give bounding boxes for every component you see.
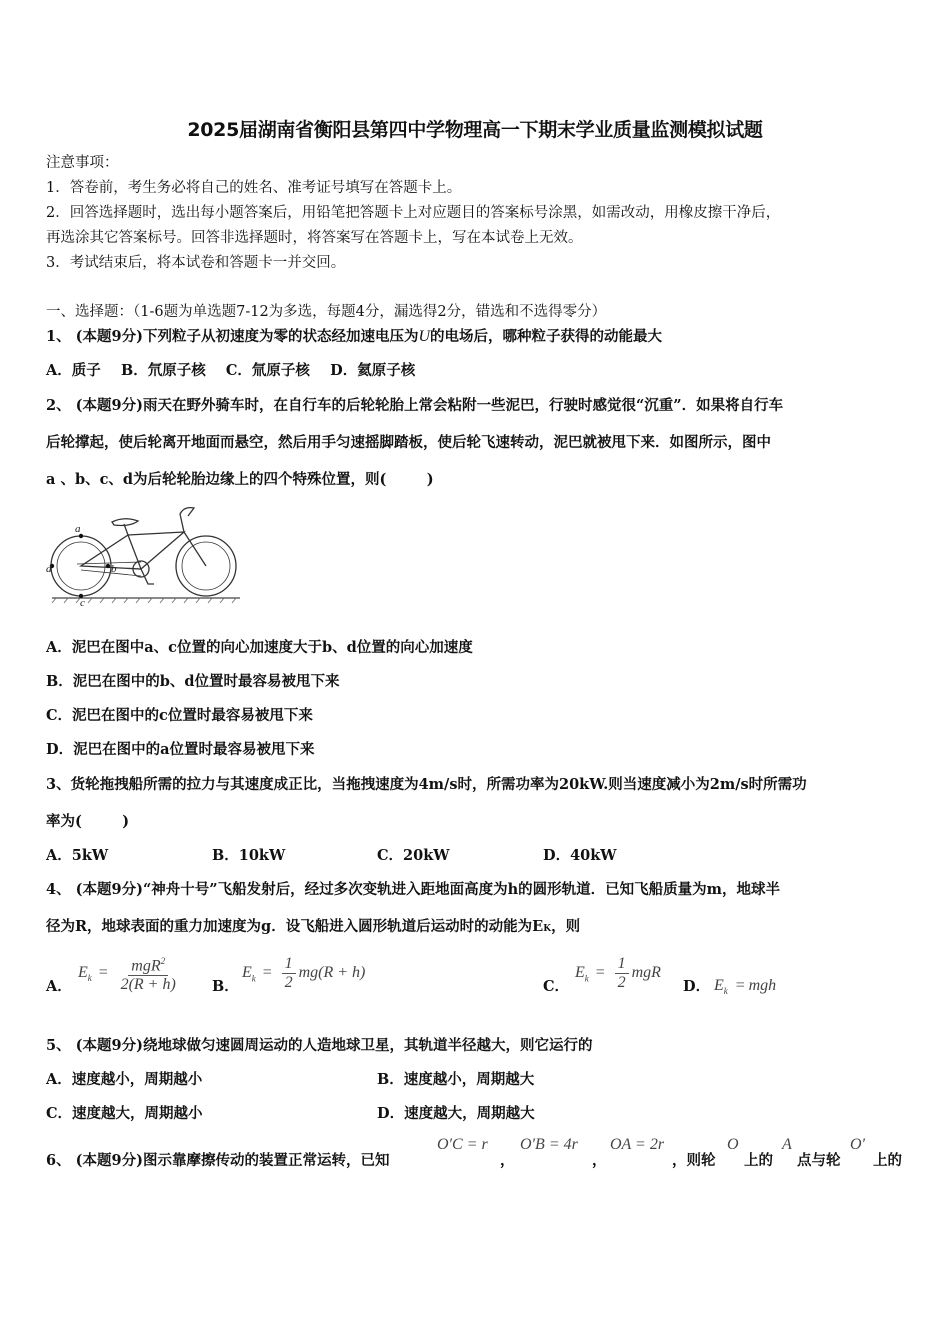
q6-math-oa: OA = 2r xyxy=(610,1136,665,1153)
question-4-option-c-formula: $E_k$ = $\frac{1}{2}$ mgR xyxy=(575,955,661,991)
question-2-option-b: B．泥巴在图中的b、d位置时最容易被甩下来 xyxy=(46,673,340,690)
notice-heading: 注意事项： xyxy=(46,155,119,171)
question-4-option-d-formula: $E_k$ = mgh xyxy=(714,977,777,997)
q4-line2-end: ，则 xyxy=(551,918,581,935)
question-4-option-d-label: D． xyxy=(683,978,711,995)
question-3-option-d: D．40kW xyxy=(543,847,617,864)
q1-var: U xyxy=(418,328,431,345)
question-3-option-c: C．20kW xyxy=(377,847,450,864)
q6-text: 点与轮 xyxy=(797,1152,841,1169)
q6-math-o-prime: O′ xyxy=(850,1136,866,1153)
question-5-option-b: B．速度越小，周期越大 xyxy=(377,1071,535,1088)
question-2-option-a: A．泥巴在图中a、c位置的向心加速度大于b、d位置的向心加速度 xyxy=(46,639,473,656)
front-wheel-rim xyxy=(182,542,230,590)
question-3-option-a: A．5kW xyxy=(46,847,109,864)
question-4-line xyxy=(46,917,580,939)
question-2-line: 后轮撑起，使后轮离开地面而悬空，然后用手匀速摇脚踏板，使后轮飞速转动，泥巴就被甩下来．如图所示，图中 xyxy=(46,434,771,451)
label-b: b xyxy=(111,563,117,575)
question-1-options: A．质子 B．氘原子核 C．氚原子核 D．氦原子核 xyxy=(46,362,416,379)
notice-item: 1．答卷前，考生务必将自己的姓名、准考证号填写在答题卡上。 xyxy=(46,180,462,196)
q6-math-o: O xyxy=(727,1136,739,1153)
question-2-line: 2、 (本题9分)雨天在野外骑车时，在自行车的后轮轮胎上常会粘附一些泥巴，行驶时感觉很“沉重”．如果将自行车 xyxy=(46,397,784,414)
question-3-option-b: B．10kW xyxy=(212,847,286,864)
question-6-pre: 6、 (本题9分)图示靠摩擦传动的装置正常运转，已知 xyxy=(46,1152,390,1169)
question-2-line: a 、b、c、d为后轮轮胎边缘上的四个特殊位置，则( ) xyxy=(46,471,434,488)
notice-item: 再选涂其它答案标号。回答非选择题时，将答案写在答题卡上，写在本试卷上无效。 xyxy=(46,230,583,246)
front-wheel xyxy=(176,536,236,596)
question-4-option-b-label: B． xyxy=(212,978,239,995)
q6-sep: ， xyxy=(592,1152,607,1169)
q6-text: 上的 xyxy=(873,1152,902,1169)
q4-ek-sub: K xyxy=(543,924,552,934)
question-5-option-c: C．速度越大，周期越小 xyxy=(46,1105,203,1122)
question-3-line: 率为( ) xyxy=(46,813,130,830)
question-4-option-a-formula: $E_k$ = $\frac{mgR^2}{2(R + h)}$ xyxy=(78,952,182,994)
q6-math-a: A xyxy=(782,1136,792,1153)
label-a: a xyxy=(75,523,81,535)
notice-item: 3．考试结束后，将本试卷和答题卡一并交回。 xyxy=(46,255,346,271)
q1-post: 的电场后，哪种粒子获得的动能最大 xyxy=(430,328,663,345)
question-1-stem xyxy=(46,327,662,347)
question-3-line: 3、货轮拖拽船所需的拉力与其速度成正比，当拖拽速度为4m/s时，所需功率为20kW.则当速度减小为2m/s时所需功 xyxy=(46,776,807,793)
bicycle-figure xyxy=(44,502,244,606)
question-5-option-d: D．速度越大，周期越大 xyxy=(377,1105,535,1122)
question-4-option-c-label: C． xyxy=(543,978,570,995)
question-2-option-d: D．泥巴在图中的a位置时最容易被甩下来 xyxy=(46,741,315,758)
q4-line2-text: 径为R，地球表面的重力加速度为g．设飞船进入圆形轨道后运动时的动能为E xyxy=(46,918,544,935)
handlebar xyxy=(180,508,194,532)
question-4-line: 4、 (本题9分)“神舟十号”飞船发射后，经过多次变轨进入距地面高度为h的圆形轨道．已知飞船质量为m，地球半 xyxy=(46,881,781,898)
saddle xyxy=(112,519,138,526)
point-b-dot xyxy=(106,564,110,568)
fork xyxy=(184,532,206,566)
question-2-option-c: C．泥巴在图中的c位置时最容易被甩下来 xyxy=(46,707,313,724)
question-4-option-a-label: A． xyxy=(46,978,72,995)
label-c: c xyxy=(80,597,85,606)
q6-text: ，则轮 xyxy=(672,1152,716,1169)
q6-sep: ， xyxy=(500,1152,515,1169)
question-5-option-a: A．速度越小，周期越小 xyxy=(46,1071,203,1088)
question-5-stem: 5、 (本题9分)绕地球做匀速圆周运动的人造地球卫星，其轨道半径越大，则它运行的 xyxy=(46,1037,593,1054)
question-4-option-b-formula: $E_k$ = $\frac{1}{2}$ mg(R + h) xyxy=(242,955,366,991)
q6-math-ob: O′B = 4r xyxy=(520,1136,578,1153)
section-heading: 一、选择题：（1-6题为单选题7-12为多选，每题4分，漏选得2分，错选和不选得零分） xyxy=(46,304,607,320)
q6-math-oc: O′C = r xyxy=(437,1136,488,1153)
q6-text: 上的 xyxy=(744,1152,773,1169)
notice-item: 2．回答选择题时，选出每小题答案后，用铅笔把答题卡上对应题目的答案标号涂黑，如需改动，用橡皮擦干净后， xyxy=(46,205,781,221)
q1-pre: 1、 (本题9分)下列粒子从初速度为零的状态经加速电压为 xyxy=(46,328,419,345)
exam-title: 2025届湖南省衡阳县第四中学物理高一下期末学业质量监测模拟试题 xyxy=(187,119,763,141)
label-d: d xyxy=(46,563,52,575)
